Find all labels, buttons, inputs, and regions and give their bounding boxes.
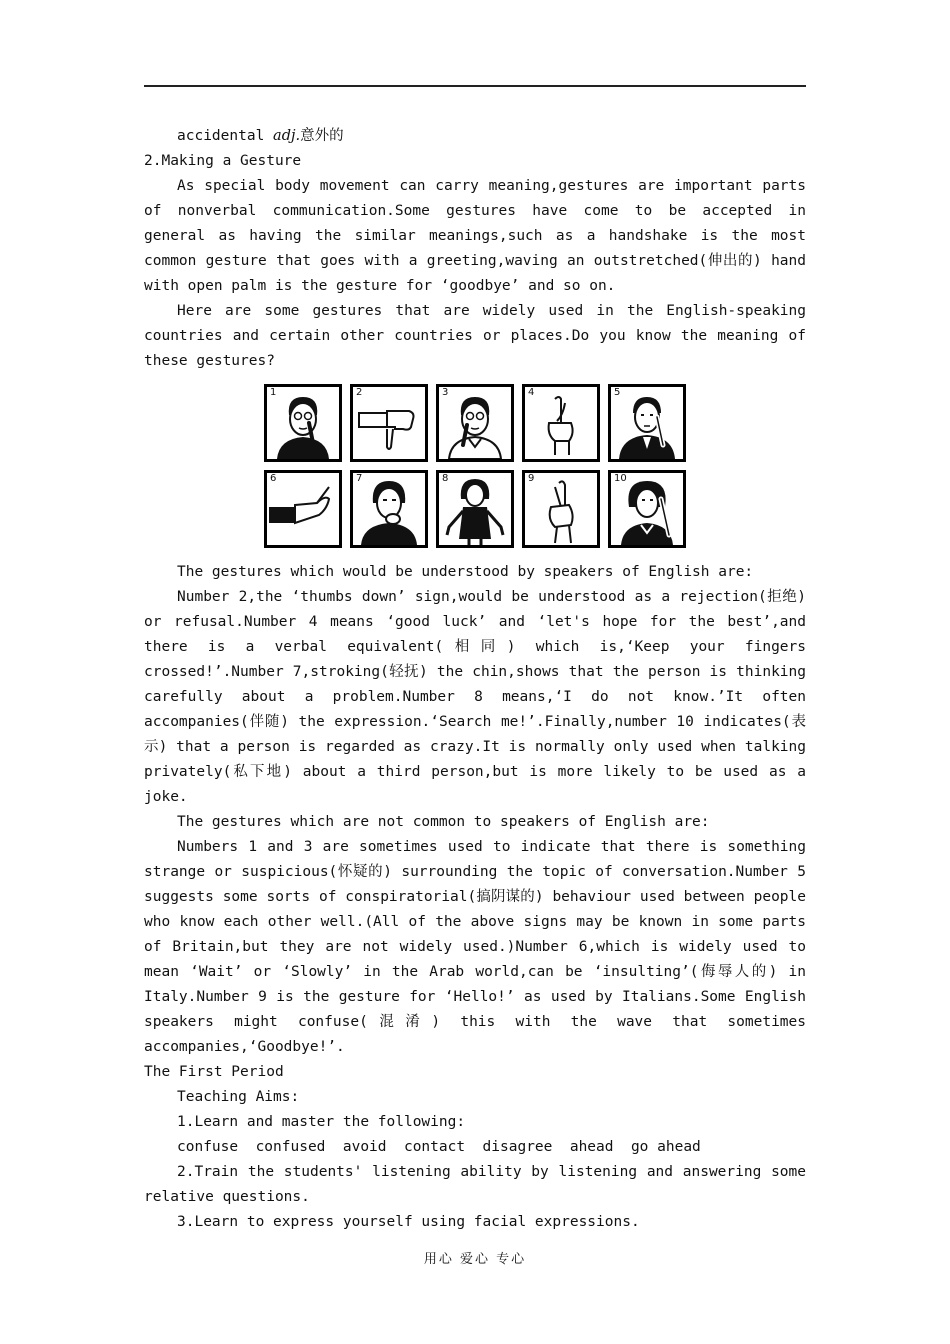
paragraph-common-heading: The gestures which would be understood by speakers of English are: xyxy=(177,564,754,580)
panel-number: 8 xyxy=(442,473,449,484)
gesture-panel-2 xyxy=(350,384,428,462)
paragraph-common-gestures: Number 2,the ‘thumbs down’ sign,would be understood as a rejection(拒绝) or refusal.Number 4 means ‘good luck’ and ‘let's hope for the best’,and there is a verbal equivalent(相同) which is,‘Keep your fingers crossed!’.Number 7,stroking(轻抚) the chin,shows that the person is thinking carefully about a problem.Number 8 means,‘I do not know.’It often accompanies(伴随) the expression.‘Search me!’.Finally,number 10 indicates(表示) that a person is regarded as crazy.It is normally only used when talking privately(私下地) about a third person,but is more likely to be used as a joke. xyxy=(144,589,806,805)
vocab-pos: adj. xyxy=(273,128,301,144)
panel-number: 10 xyxy=(614,473,627,484)
paragraph-uncommon-gestures: Numbers 1 and 3 are sometimes used to indicate that there is something strange or suspicious(怀疑的) surrounding the topic of conversation.Number 5 suggests some sorts of conspiratorial(搞阴谋的) behaviour used between people who know each other well.(All of the above signs may be known in some parts of Britain,but they are not widely used.)Number 6,which is widely used to mean ‘Wait’ or ‘Slowly’ in the Arab world,can be ‘insulting’(侮辱人的) in Italy.Number 9 is the gesture for ‘Hello!’ as used by Italians.Some English speakers might confuse(混淆) this with the wave that sometimes accompanies,‘Goodbye!’. xyxy=(144,839,806,1055)
document-body xyxy=(144,124,806,1235)
section-title: 2.Making a Gesture xyxy=(144,153,302,169)
vocab-meaning: 意外的 xyxy=(300,128,344,144)
panel-number: 7 xyxy=(356,473,363,484)
panel-number: 6 xyxy=(270,473,277,484)
man-tapping-nose-dark-icon xyxy=(611,387,683,459)
panel-number: 2 xyxy=(356,387,363,398)
waving-hand-icon xyxy=(525,473,597,545)
panel-number: 4 xyxy=(528,387,535,398)
gesture-panel-8 xyxy=(436,470,514,548)
teaching-aim-2: 2.Train the students' listening ability by listening and answering some relative questions. xyxy=(144,1164,806,1205)
gesture-panel-1 xyxy=(264,384,342,462)
vocab-line xyxy=(144,124,806,149)
period-title: The First Period xyxy=(144,1064,284,1080)
vocabulary-list: confuse confused avoid contact disagree ahead go ahead xyxy=(177,1139,701,1155)
vocab-word: accidental xyxy=(177,128,265,144)
gesture-panel-4 xyxy=(522,384,600,462)
crossed-fingers-icon xyxy=(525,387,597,459)
page-footer: 用心 爱心 专心 xyxy=(423,1252,527,1267)
woman-pointing-temple-icon xyxy=(611,473,683,545)
panel-number: 5 xyxy=(614,387,621,398)
man-tapping-nose-icon xyxy=(267,387,339,459)
man-stroking-chin-icon xyxy=(353,473,425,545)
woman-shrugging-icon xyxy=(439,473,511,545)
teaching-aim-1: 1.Learn and master the following: xyxy=(177,1114,466,1130)
teaching-aim-3: 3.Learn to express yourself using facial expressions. xyxy=(177,1214,640,1230)
paragraph-question: Here are some gestures that are widely used in the English-speaking countries and certain other countries or places.Do you know the meaning of these gestures? xyxy=(144,303,806,369)
panel-number: 3 xyxy=(442,387,449,398)
panel-number: 1 xyxy=(270,387,277,398)
paragraph-intro: As special body movement can carry meaning,gestures are important parts of nonverbal communication.Some gestures have come to be accepted in general as having the similar meanings,such as a handshake is the most common gesture that goes with a greeting,waving an outstretched(伸出的) hand with open palm is the gesture for ‘goodbye’ and so on. xyxy=(144,178,806,294)
pinched-fingers-hand-icon xyxy=(267,473,339,545)
panel-number: 9 xyxy=(528,473,535,484)
gesture-panel-3 xyxy=(436,384,514,462)
paragraph-uncommon-heading: The gestures which are not common to speakers of English are: xyxy=(177,814,710,830)
gesture-figure-grid xyxy=(264,384,686,548)
gesture-panel-7 xyxy=(350,470,428,548)
header-rule xyxy=(144,85,806,87)
gesture-panel-5 xyxy=(608,384,686,462)
teaching-aims-heading: Teaching Aims: xyxy=(177,1089,300,1105)
man-touching-face-icon xyxy=(439,387,511,459)
gesture-panel-10 xyxy=(608,470,686,548)
gesture-panel-6 xyxy=(264,470,342,548)
gesture-panel-9 xyxy=(522,470,600,548)
thumbs-down-icon xyxy=(353,387,425,459)
